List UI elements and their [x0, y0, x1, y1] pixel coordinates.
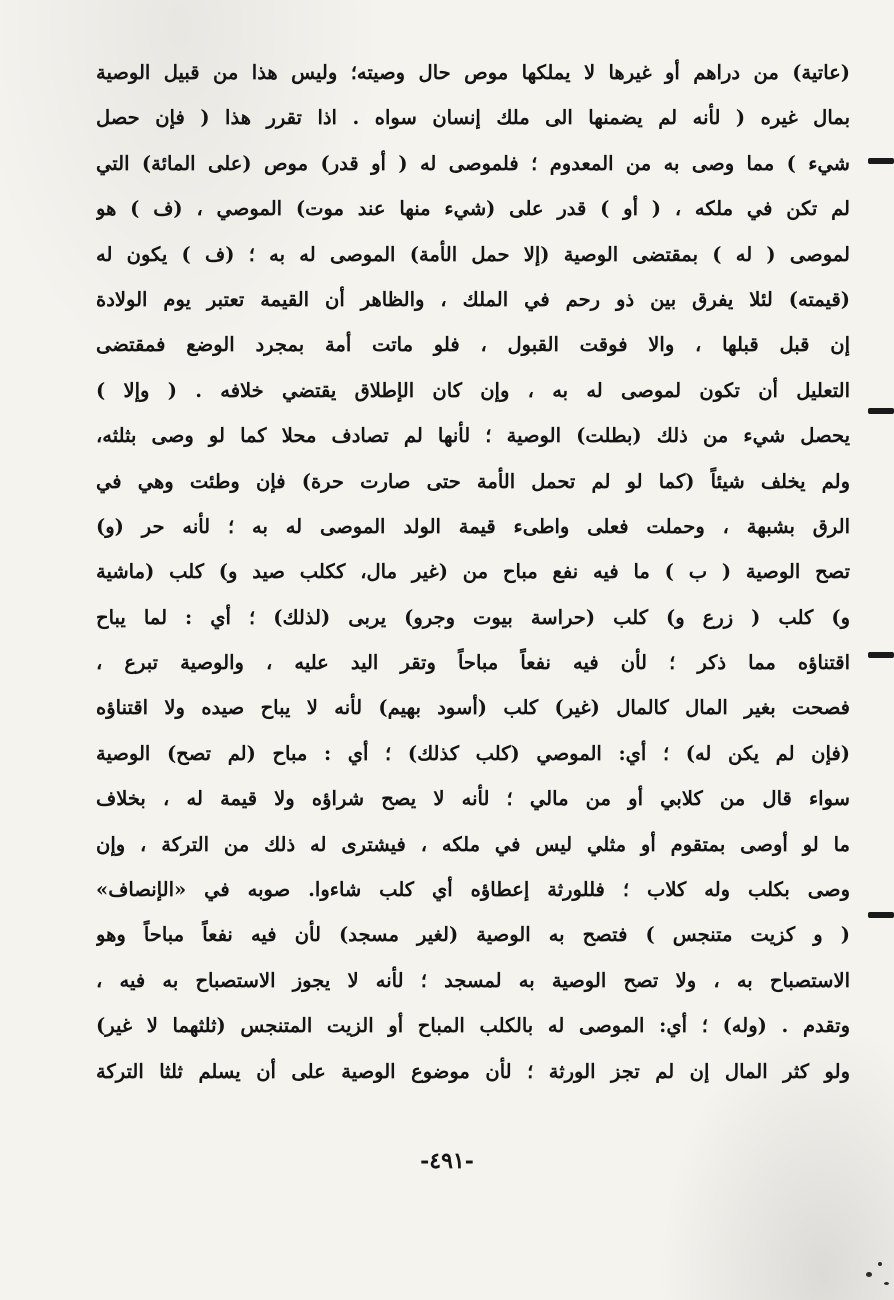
scan-speck [878, 1262, 882, 1266]
text-line: (قيمته) لئلا يفرق بين ذو رحم في الملك ، والظاهر أن القيمة تعتبر يوم الولادة [96, 287, 850, 311]
scan-speck [866, 1272, 872, 1277]
text-line: لم تكن في ملكه ، ( أو ) قدر على (شيء منها عند موت) الموصي ، (ف ) هو [96, 197, 850, 221]
text-line: الاستصباح به ، ولا تصح الوصية به لمسجد ؛ لأنه لا يجوز الاستصباح به فيه ، [96, 968, 850, 992]
text-line: اقتناؤه مما ذكر ؛ لأن فيه نفعاً مباحاً وتقر اليد عليه ، والوصية تبرع ، [96, 651, 850, 675]
text-line: (فإن لم يكن له) ؛ أي: الموصي (كلب كذلك) ؛ أي : مباح (لم تصح) الوصية [96, 741, 850, 765]
text-line: إن قبل قبلها ، والا فوقت القبول ، فلو ماتت أمة بمجرد الوضع فمقتضى [96, 333, 850, 357]
text-line: فصحت بغير المال كالمال (غير) كلب (أسود بهيم) لأنه لا يباح صيده ولا اقتناؤه [96, 696, 850, 720]
text-line: وتقدم . (وله) ؛ أي: الموصى له بالكلب المباح أو الزيت المتنجس (ثلثهما لا غير) [96, 1014, 850, 1038]
text-line: الرق بشبهة ، وحملت فعلى واطىء قيمة الولد الموصى له به ؛ لأنه حر (و) [96, 514, 850, 538]
text-line: التعليل أن تكون لموصى له به ، وإن كان الإطلاق يقتضي خلافه . ( وإلا ) [96, 378, 850, 402]
body-text [96, 50, 850, 1094]
scan-speck [884, 1282, 889, 1285]
text-line: (عاتية) من دراهم أو غيرها لا يملكها موص حال وصيته؛ وليس هذا من قبيل الوصية [96, 61, 850, 84]
scan-edge-mark [868, 158, 894, 164]
text-line: تصح الوصية ( ب ) ما فيه نفع مباح من (غير مال، ككلب صيد و) كلب (ماشية [96, 560, 850, 584]
scan-edge-mark [868, 652, 894, 658]
text-line: ما لو أوصى بمتقوم أو مثلي ليس في ملكه ، فيشترى له ذلك من التركة ، وإن [96, 832, 850, 856]
text-line: و) كلب ( زرع و) كلب (حراسة بيوت وجرو) يربى (لذلك) ؛ أي : لما يباح [96, 605, 850, 629]
text-line: ولم يخلف شيئاً (كما لو لم تحمل الأمة حتى صارت حرة) فإن وطئت وهي في [96, 469, 850, 493]
text-line: لموصى ( له ) بمقتضى الوصية (إلا حمل الأمة) الموصى له به ؛ (ف ) يكون له [96, 242, 850, 266]
text-line: يحصل شيء من ذلك (بطلت) الوصية ؛ لأنها لم تصادف محلا كما لو وصى بثلثه، [96, 424, 850, 448]
text-line: شيء ) مما وصى به من المعدوم ؛ فلموصى له ( أو قدر) موص (على المائة) التي [96, 151, 850, 175]
scan-edge-mark [868, 912, 894, 918]
text-line: سواء قال من كلابي أو من مالي ؛ لأنه لا يصح شراؤه ولا قيمة له ، بخلاف [96, 787, 850, 811]
text-line: بمال غيره ( لأنه لم يضمنها الى ملك إنسان سواه . اذا تقرر هذا ( فإن حصل [96, 106, 850, 130]
page-number: -٤٩١- [420, 1148, 474, 1174]
text-line: ( و كزيت متنجس ) فتصح به الوصية (لغير مسجد) لأن فيه نفعاً مباحاً وهو [96, 923, 850, 947]
text-line: وصى بكلب وله كلاب ؛ فللورثة إعطاؤه أي كلب شاءوا. صوبه في «الإنصاف» [96, 878, 850, 902]
text-line: ولو كثر المال إن لم تجز الورثة ؛ لأن موضوع الوصية على أن يسلم ثلثا التركة [96, 1059, 850, 1083]
scan-edge-mark [868, 408, 894, 414]
